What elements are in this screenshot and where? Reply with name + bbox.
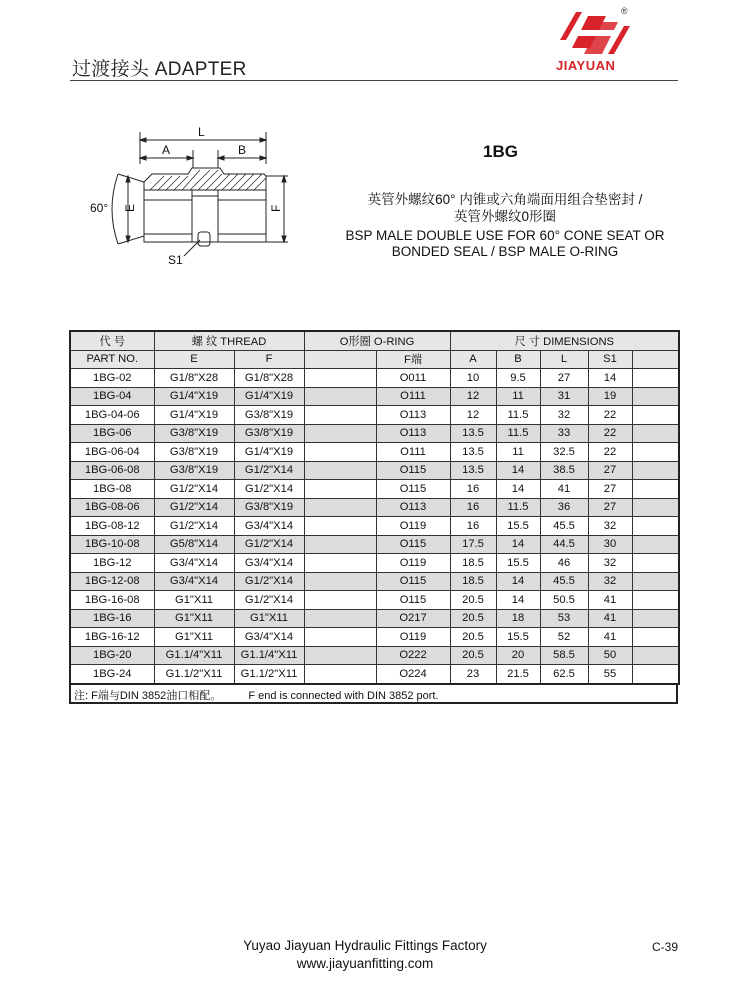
cell-e: G1"X11: [154, 609, 234, 628]
cell-oring: O222: [376, 646, 450, 665]
header-s1: S1: [588, 350, 632, 369]
cell-b: 11.5: [496, 498, 540, 517]
cell-f: G1/4"X19: [234, 443, 304, 462]
dim-E-label: E: [123, 203, 137, 212]
cell-a: 20.5: [450, 591, 496, 610]
cell-a: 13.5: [450, 461, 496, 480]
cell-oring: O113: [376, 424, 450, 443]
cell-oring: O115: [376, 535, 450, 554]
fitting-drawing: [88, 124, 308, 274]
header-code: 代 号: [70, 331, 154, 350]
cell-oring: O115: [376, 461, 450, 480]
cell-a: 12: [450, 387, 496, 406]
cell-blank: [304, 369, 376, 388]
cell-e: G1/4"X19: [154, 406, 234, 425]
cell-blank: [632, 517, 679, 536]
cell-oring: O119: [376, 554, 450, 573]
cell-b: 14: [496, 535, 540, 554]
cell-blank: [304, 646, 376, 665]
cell-blank: [304, 665, 376, 684]
cell-blank: [632, 461, 679, 480]
cell-oring: O111: [376, 387, 450, 406]
cell-b: 14: [496, 461, 540, 480]
cell-part: 1BG-24: [70, 665, 154, 684]
cell-part: 1BG-04: [70, 387, 154, 406]
table-row: [70, 535, 679, 554]
cell-blank: [632, 554, 679, 573]
cell-blank: [304, 572, 376, 591]
table-row: [70, 646, 679, 665]
cell-b: 15.5: [496, 554, 540, 573]
header-a: A: [450, 350, 496, 369]
cell-part: 1BG-08-06: [70, 498, 154, 517]
dim-L-label: L: [198, 125, 205, 139]
cell-blank: [304, 628, 376, 647]
cell-a: 17.5: [450, 535, 496, 554]
table-row: [70, 554, 679, 573]
cell-oring: O119: [376, 517, 450, 536]
cell-e: G1/2"X14: [154, 498, 234, 517]
cell-a: 18.5: [450, 572, 496, 591]
cell-blank: [304, 443, 376, 462]
registered-mark: ®: [621, 6, 628, 16]
cell-oring: O115: [376, 572, 450, 591]
cell-a: 23: [450, 665, 496, 684]
cell-a: 16: [450, 480, 496, 499]
cell-e: G1/8"X28: [154, 369, 234, 388]
desc-en-line1: BSP MALE DOUBLE USE FOR 60° CONE SEAT OR: [345, 228, 665, 243]
header-oring: O形圈 O-RING: [304, 331, 450, 350]
header-extra-blank: [632, 350, 679, 369]
cell-s1: 22: [588, 424, 632, 443]
cell-blank: [304, 387, 376, 406]
table-row: [70, 461, 679, 480]
cell-a: 20.5: [450, 646, 496, 665]
cell-a: 20.5: [450, 628, 496, 647]
table-row: [70, 369, 679, 388]
cell-oring: O111: [376, 443, 450, 462]
cell-l: 44.5: [540, 535, 588, 554]
dim-A-label: A: [162, 143, 171, 157]
cell-f: G1/8"X28: [234, 369, 304, 388]
cell-oring: O113: [376, 498, 450, 517]
cell-blank: [632, 406, 679, 425]
table-row: [70, 387, 679, 406]
cell-oring: O113: [376, 406, 450, 425]
spec-table: [69, 330, 680, 685]
brand-name: JIAYUAN: [556, 58, 616, 73]
table-row: [70, 591, 679, 610]
cell-part: 1BG-02: [70, 369, 154, 388]
cell-l: 52: [540, 628, 588, 647]
desc-cn-line1: 英管外螺纹60° 内锥或六角端面用组合垫密封 /: [367, 192, 643, 207]
cell-f: G3/4"X14: [234, 554, 304, 573]
cell-part: 1BG-04-06: [70, 406, 154, 425]
cell-f: G3/8"X19: [234, 424, 304, 443]
cell-e: G5/8"X14: [154, 535, 234, 554]
dim-S1-label: S1: [168, 253, 183, 267]
table-row: [70, 406, 679, 425]
cell-part: 1BG-16-08: [70, 591, 154, 610]
header-e: E: [154, 350, 234, 369]
cell-a: 20.5: [450, 609, 496, 628]
cell-e: G1.1/2"X11: [154, 665, 234, 684]
header-blank: [304, 350, 376, 369]
cell-part: 1BG-12: [70, 554, 154, 573]
cell-part: 1BG-06-08: [70, 461, 154, 480]
footer-website: www.jiayuanfitting.com: [296, 956, 434, 971]
cell-part: 1BG-20: [70, 646, 154, 665]
cell-s1: 41: [588, 609, 632, 628]
cell-blank: [632, 665, 679, 684]
cell-oring: O115: [376, 480, 450, 499]
cell-b: 11.5: [496, 424, 540, 443]
cell-blank: [632, 424, 679, 443]
cell-blank: [304, 424, 376, 443]
cell-e: G1/2"X14: [154, 517, 234, 536]
cell-f: G3/4"X14: [234, 628, 304, 647]
cell-a: 13.5: [450, 424, 496, 443]
cell-b: 21.5: [496, 665, 540, 684]
cell-s1: 32: [588, 554, 632, 573]
cell-l: 31: [540, 387, 588, 406]
cell-oring: O115: [376, 591, 450, 610]
cell-oring: O217: [376, 609, 450, 628]
cell-b: 15.5: [496, 517, 540, 536]
cell-l: 50.5: [540, 591, 588, 610]
cell-blank: [304, 461, 376, 480]
cell-b: 15.5: [496, 628, 540, 647]
cell-oring: O119: [376, 628, 450, 647]
cell-s1: 27: [588, 498, 632, 517]
cell-part: 1BG-16: [70, 609, 154, 628]
cell-part: 1BG-12-08: [70, 572, 154, 591]
cell-blank: [304, 535, 376, 554]
cell-a: 18.5: [450, 554, 496, 573]
cell-f: G3/8"X19: [234, 406, 304, 425]
table-row: [70, 665, 679, 684]
cell-blank: [632, 480, 679, 499]
cell-l: 27: [540, 369, 588, 388]
table-row: [70, 517, 679, 536]
dim-F-label: F: [269, 204, 283, 212]
cell-l: 33: [540, 424, 588, 443]
cell-s1: 41: [588, 591, 632, 610]
cell-l: 32: [540, 406, 588, 425]
group-header-row: [70, 331, 679, 350]
header-part-no: PART NO.: [70, 350, 154, 369]
cell-s1: 27: [588, 461, 632, 480]
cell-f: G3/4"X14: [234, 517, 304, 536]
cell-f: G1/2"X14: [234, 572, 304, 591]
header-b: B: [496, 350, 540, 369]
cell-e: G1"X11: [154, 591, 234, 610]
cell-blank: [632, 535, 679, 554]
cell-f: G1/2"X14: [234, 591, 304, 610]
cell-b: 18: [496, 609, 540, 628]
cell-b: 11: [496, 387, 540, 406]
cell-oring: O011: [376, 369, 450, 388]
cell-blank: [632, 369, 679, 388]
cell-b: 11.5: [496, 406, 540, 425]
cell-l: 41: [540, 480, 588, 499]
cell-oring: O224: [376, 665, 450, 684]
dim-B-label: B: [238, 143, 247, 157]
table-row: [70, 424, 679, 443]
header-divider: [70, 80, 678, 81]
cell-s1: 30: [588, 535, 632, 554]
cell-s1: 32: [588, 572, 632, 591]
cell-blank: [632, 591, 679, 610]
header-f-end: F端: [376, 350, 450, 369]
cell-s1: 55: [588, 665, 632, 684]
cell-e: G3/4"X14: [154, 554, 234, 573]
cell-l: 58.5: [540, 646, 588, 665]
table-row: [70, 480, 679, 499]
table-row: [70, 498, 679, 517]
cell-f: G1"X11: [234, 609, 304, 628]
cell-blank: [304, 480, 376, 499]
desc-cn-line2: 英管外螺纹0形圈: [453, 209, 556, 224]
cell-e: G3/8"X19: [154, 424, 234, 443]
table-note: [69, 685, 678, 704]
cell-part: 1BG-10-08: [70, 535, 154, 554]
cell-b: 11: [496, 443, 540, 462]
page-title: 过渡接头 ADAPTER: [72, 59, 247, 80]
cell-s1: 19: [588, 387, 632, 406]
page-number: C-39: [652, 940, 679, 954]
cell-blank: [632, 572, 679, 591]
cell-l: 53: [540, 609, 588, 628]
cell-s1: 14: [588, 369, 632, 388]
cell-e: G1/4"X19: [154, 387, 234, 406]
cell-blank: [632, 387, 679, 406]
cell-b: 14: [496, 591, 540, 610]
cell-blank: [304, 498, 376, 517]
table-row: [70, 572, 679, 591]
desc-en-line2: BONDED SEAL / BSP MALE O-RING: [391, 244, 619, 259]
cell-s1: 50: [588, 646, 632, 665]
table-row: [70, 443, 679, 462]
cell-s1: 22: [588, 406, 632, 425]
cell-a: 10: [450, 369, 496, 388]
cell-blank: [304, 591, 376, 610]
note-en: F end is connected with DIN 3852 port.: [248, 690, 439, 702]
cell-f: G1.1/4"X11: [234, 646, 304, 665]
cell-f: G1/2"X14: [234, 461, 304, 480]
cell-e: G3/8"X19: [154, 443, 234, 462]
cell-part: 1BG-08: [70, 480, 154, 499]
header-thread: 螺 纹 THREAD: [154, 331, 304, 350]
cell-e: G1/2"X14: [154, 480, 234, 499]
cell-blank: [632, 498, 679, 517]
cell-blank: [304, 554, 376, 573]
cell-l: 38.5: [540, 461, 588, 480]
cell-e: G3/8"X19: [154, 461, 234, 480]
cell-part: 1BG-08-12: [70, 517, 154, 536]
cell-f: G1.1/2"X11: [234, 665, 304, 684]
sub-header-row: [70, 350, 679, 369]
cell-a: 13.5: [450, 443, 496, 462]
cell-b: 9.5: [496, 369, 540, 388]
cell-s1: 27: [588, 480, 632, 499]
table-row: [70, 609, 679, 628]
cell-l: 32.5: [540, 443, 588, 462]
cell-blank: [304, 517, 376, 536]
cell-a: 16: [450, 517, 496, 536]
cell-b: 20: [496, 646, 540, 665]
cell-blank: [632, 443, 679, 462]
footer-company: Yuyao Jiayuan Hydraulic Fittings Factory: [243, 938, 487, 953]
cell-l: 45.5: [540, 517, 588, 536]
cell-b: 14: [496, 480, 540, 499]
cell-a: 12: [450, 406, 496, 425]
cell-l: 62.5: [540, 665, 588, 684]
cell-s1: 22: [588, 443, 632, 462]
cell-blank: [304, 406, 376, 425]
cell-e: G1.1/4"X11: [154, 646, 234, 665]
cell-e: G3/4"X14: [154, 572, 234, 591]
cell-blank: [304, 609, 376, 628]
cell-f: G1/2"X14: [234, 480, 304, 499]
cell-b: 14: [496, 572, 540, 591]
cell-part: 1BG-06: [70, 424, 154, 443]
cell-l: 45.5: [540, 572, 588, 591]
cell-blank: [632, 609, 679, 628]
cell-s1: 32: [588, 517, 632, 536]
cell-a: 16: [450, 498, 496, 517]
cell-f: G3/8"X19: [234, 498, 304, 517]
table-row: [70, 628, 679, 647]
cell-l: 46: [540, 554, 588, 573]
cell-s1: 41: [588, 628, 632, 647]
header-l: L: [540, 350, 588, 369]
dim-angle-label: 60°: [90, 201, 109, 215]
cell-blank: [632, 646, 679, 665]
cell-l: 36: [540, 498, 588, 517]
cell-part: 1BG-06-04: [70, 443, 154, 462]
cell-part: 1BG-16-12: [70, 628, 154, 647]
header-dimensions: 尺 寸 DIMENSIONS: [450, 331, 679, 350]
note-cn: 注: F端与DIN 3852油口相配。: [74, 690, 222, 702]
cell-e: G1"X11: [154, 628, 234, 647]
cell-f: G1/4"X19: [234, 387, 304, 406]
header-f: F: [234, 350, 304, 369]
model-number: 1BG: [483, 142, 518, 161]
cell-blank: [632, 628, 679, 647]
cell-f: G1/2"X14: [234, 535, 304, 554]
